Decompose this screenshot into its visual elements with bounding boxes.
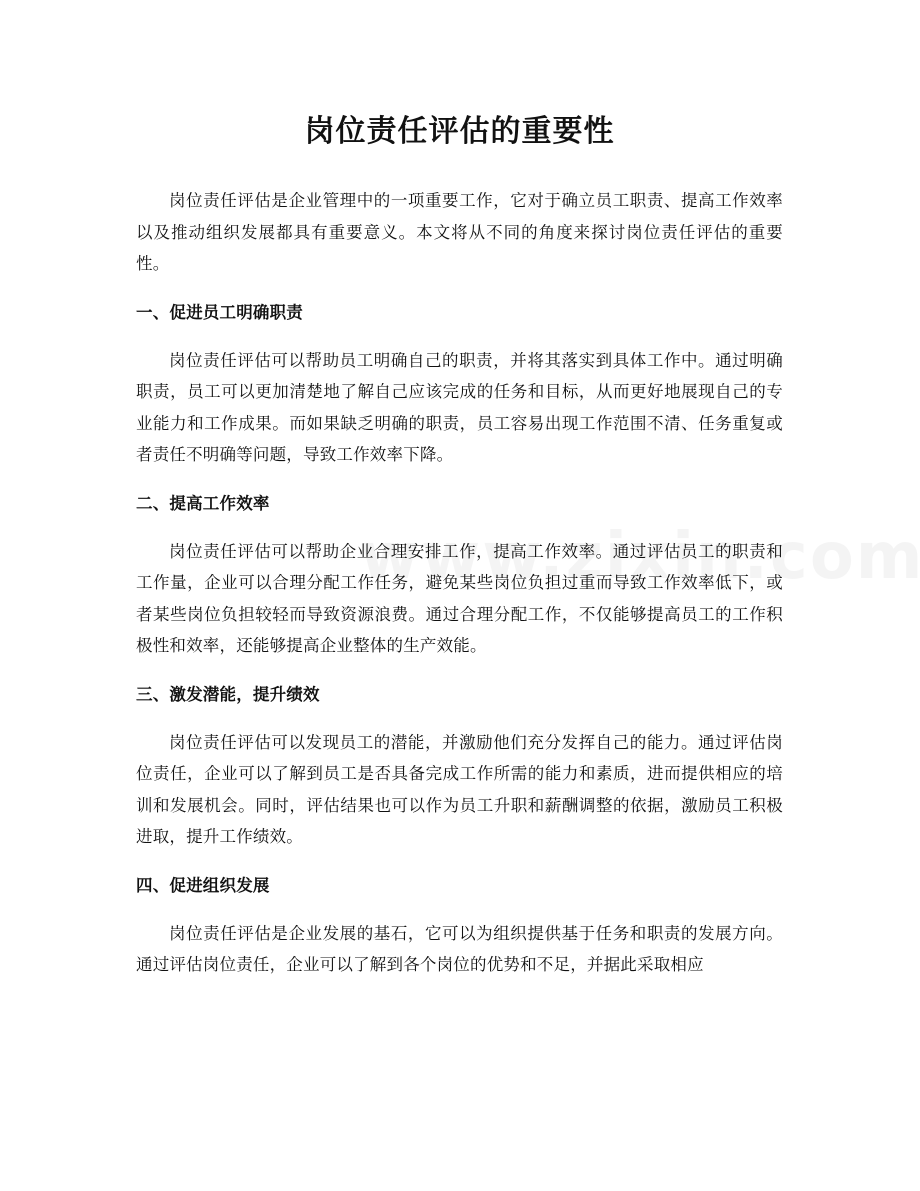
section-heading-4: 四、促进组织发展 [136, 875, 270, 895]
section-body-3: 岗位责任评估可以发现员工的潜能，并激励他们充分发挥自己的能力。通过评估岗位责任，企业可以了解到员工是否具备完成工作所需的能力和素质，进而提供相应的培训和发展机会。同时，评估结果也可以作为员工升职和薪酬调整的依据，激励员工积极进取，提升工作绩效。 [136, 732, 783, 846]
section-heading-2: 二、提高工作效率 [136, 493, 270, 513]
page-title: 岗位责任评估的重要性 [304, 114, 615, 149]
section-body-4: 岗位责任评估是企业发展的基石，它可以为组织提供基于任务和职责的发展方向。通过评估岗位责任，企业可以了解到各个岗位的优势和不足，并据此采取相应 [136, 923, 783, 974]
section-body-1: 岗位责任评估可以帮助员工明确自己的职责，并将其落实到具体工作中。通过明确职责，员工可以更加清楚地了解自己应该完成的任务和目标，从而更好地展现自己的专业能力和工作成果。而如果缺乏明确的职责，员工容易出现工作范围不清、任务重复或者责任不明确等问题，导致工作效率下降。 [136, 350, 783, 464]
watermark [360, 520, 920, 594]
section-heading-1: 一、促进员工明确职责 [136, 302, 303, 322]
intro-paragraph: 岗位责任评估是企业管理中的一项重要工作，它对于确立员工职责、提高工作效率以及推动组织发展都具有重要意义。本文将从不同的角度来探讨岗位责任评估的重要性。 [136, 191, 783, 273]
section-heading-3: 三、激发潜能，提升绩效 [136, 684, 320, 704]
section-body-2: 岗位责任评估可以帮助企业合理安排工作，提高工作效率。通过评估员工的职责和工作量，企业可以合理分配工作任务，避免某些岗位负担过重而导致工作效率低下，或者某些岗位负担较轻而导致资源浪费。通过合理分配工作，不仅能够提高员工的工作积极性和效率，还能够提高企业整体的生产效能。 [136, 541, 783, 655]
